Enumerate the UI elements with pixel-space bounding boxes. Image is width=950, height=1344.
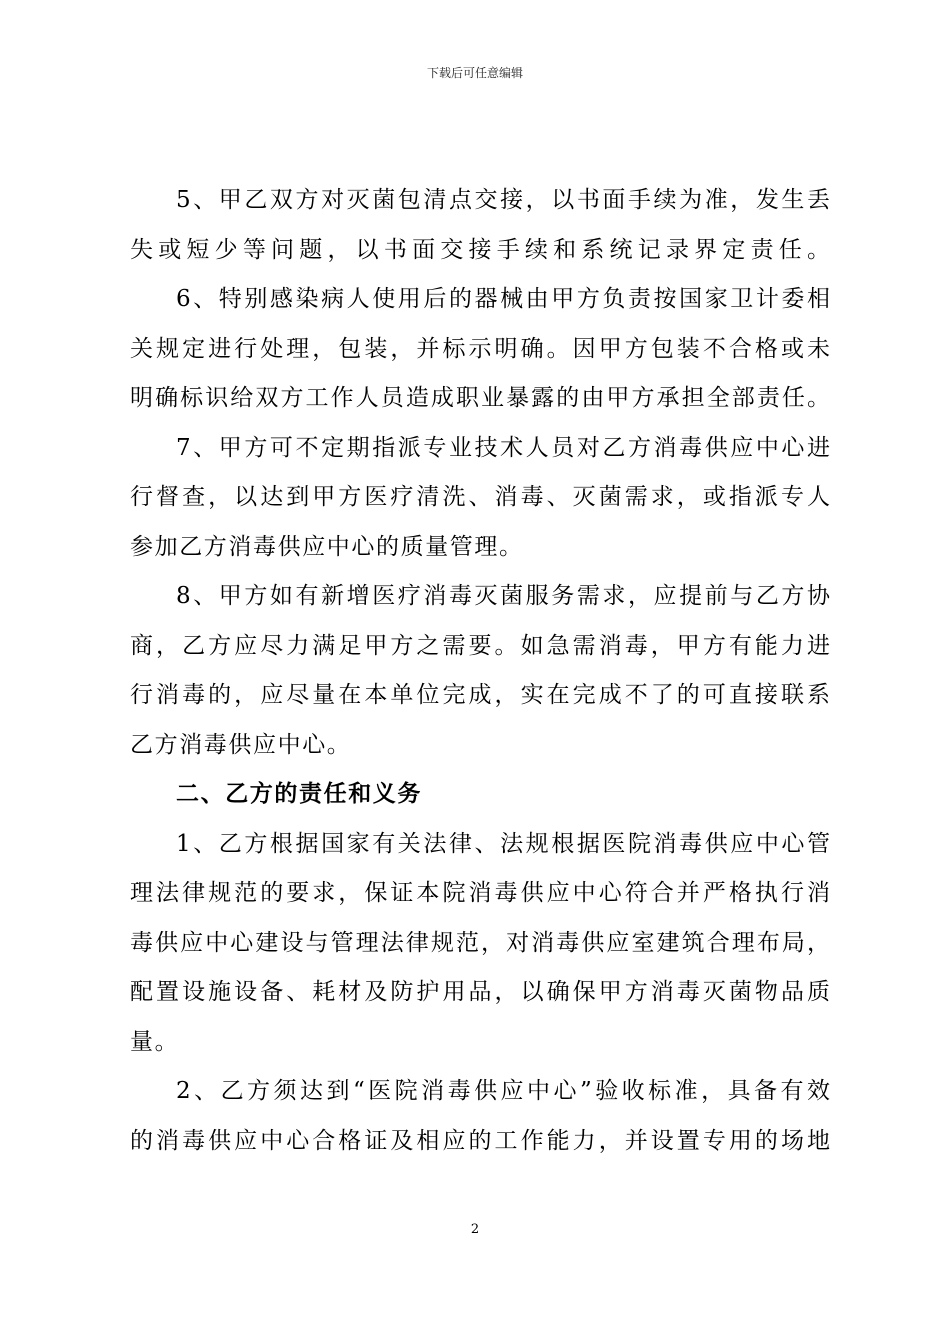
paragraph-line: 2、乙方须达到“医院消毒供应中心”验收标准，具备有效 (176, 1078, 830, 1104)
paragraph-line: 参加乙方消毒供应中心的质量管理。 (130, 533, 524, 560)
paragraph-line: 配置设施设备、耗材及防护用品，以确保甲方消毒灭菌物品质 (130, 979, 830, 1005)
paragraph-line: 1、乙方根据国家有关法律、法规根据医院消毒供应中心管 (176, 830, 830, 857)
paragraph-line: 5、甲乙双方对灭菌包清点交接，以书面手续为准，发生丢 (176, 187, 830, 213)
paragraph-line: 6、特别感染病人使用后的器械由甲方负责按国家卫计委相 (176, 286, 830, 312)
paragraph-line: 商，乙方应尽力满足甲方之需要。如急需消毒，甲方有能力进 (130, 632, 830, 659)
section-heading: 二、乙方的责任和义务 (176, 781, 422, 807)
page-number: 2 (470, 1222, 480, 1237)
page-header: 下载后可任意编辑 (426, 66, 523, 80)
paragraph-line: 行消毒的，应尽量在本单位完成，实在完成不了的可直接联系 (130, 682, 830, 708)
paragraph-line: 8、甲方如有新增医疗消毒灭菌服务需求，应提前与乙方协 (176, 583, 830, 609)
paragraph-line: 失或短少等问题，以书面交接手续和系统记录界定责任。 (130, 236, 830, 263)
document-body (130, 180, 830, 1170)
paragraph-line: 关规定进行处理，包装，并标示明确。因甲方包装不合格或未 (130, 335, 830, 362)
paragraph-line: 7、甲方可不定期指派专业技术人员对乙方消毒供应中心进 (176, 434, 830, 461)
paragraph-line: 乙方消毒供应中心。 (130, 731, 352, 758)
paragraph-line: 明确标识给双方工作人员造成职业暴露的由甲方承担全部责任。 (130, 385, 830, 411)
paragraph-line: 量。 (130, 1028, 180, 1055)
paragraph-line: 毒供应中心建设与管理法律规范，对消毒供应室建筑合理布局， (130, 929, 830, 956)
paragraph-line: 行督查，以达到甲方医疗清洗、消毒、灭菌需求，或指派专人 (130, 484, 830, 510)
paragraph-line: 理法律规范的要求，保证本院消毒供应中心符合并严格执行消 (130, 880, 830, 906)
paragraph-line: 的消毒供应中心合格证及相应的工作能力，并设置专用的场地 (130, 1127, 830, 1154)
